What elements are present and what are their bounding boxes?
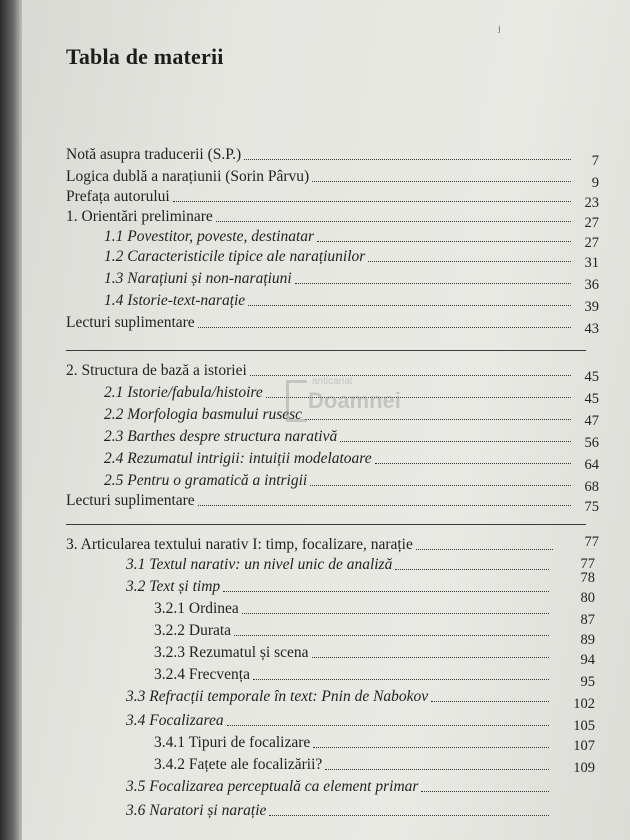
toc-entry bbox=[104, 290, 599, 315]
toc-entry-title: Lecturi suplimentare bbox=[66, 314, 195, 331]
dot-leader bbox=[325, 769, 549, 770]
toc-entry-title: 2.1 Istorie/fabula/histoire bbox=[104, 384, 263, 401]
dot-leader bbox=[198, 327, 571, 328]
toc-entry-page: 23 bbox=[584, 195, 599, 211]
toc-entry-page: 45 bbox=[584, 391, 599, 407]
dot-leader bbox=[340, 441, 571, 442]
dot-leader bbox=[295, 283, 571, 284]
dot-leader bbox=[395, 569, 549, 570]
toc-entry-title: 3.6 Naratori și narație bbox=[126, 802, 267, 819]
toc-entry-page: 95 bbox=[580, 674, 595, 690]
toc-entry bbox=[66, 490, 599, 515]
toc-entry-page: 87 bbox=[580, 612, 595, 628]
toc-entry-page: 89 bbox=[580, 632, 595, 648]
toc-entry-page: 7 bbox=[591, 153, 599, 169]
toc-entry-title: 2.5 Pentru o gramatică a intrigii bbox=[104, 472, 308, 489]
dot-leader bbox=[269, 815, 549, 816]
dot-leader bbox=[234, 635, 549, 636]
toc-entry-page: 9 bbox=[591, 175, 599, 191]
toc-entry-page: 64 bbox=[584, 457, 599, 473]
dot-leader bbox=[416, 549, 553, 550]
toc-entry-page: 45 bbox=[584, 369, 599, 385]
toc-entry-title: 2. Structura de bază a istoriei bbox=[66, 362, 247, 379]
toc-entry-title: 1.2 Caracteristicile tipice ale narațiunilor bbox=[104, 248, 366, 265]
dot-leader bbox=[368, 261, 571, 262]
dot-leader bbox=[244, 159, 571, 160]
toc-entry-page: 27 bbox=[584, 215, 599, 231]
toc-entry-page: 43 bbox=[584, 321, 599, 337]
toc-entry-title: 2.3 Barthes despre structura narativă bbox=[104, 428, 338, 445]
watermark bbox=[286, 376, 401, 422]
book-spine-shadow bbox=[0, 0, 22, 840]
toc-entry-title: 3.3 Refracții temporale în text: Pnin de Nabokov bbox=[126, 688, 429, 705]
toc-entry-title: 3. Articularea textului narativ I: timp, focalizare, narație bbox=[66, 536, 413, 553]
watermark-main-text: Doamnei bbox=[308, 388, 401, 413]
toc-entry bbox=[154, 590, 595, 618]
toc-entry-page: 107 bbox=[573, 738, 595, 754]
toc-entry bbox=[66, 186, 599, 211]
toc-entry-page: 27 bbox=[584, 235, 599, 251]
toc-entry-title: 3.2.1 Ordinea bbox=[154, 600, 239, 617]
toc-entry-title: Prefața autorului bbox=[66, 188, 170, 205]
section-divider bbox=[66, 350, 586, 351]
toc-entry-page: 68 bbox=[584, 479, 599, 495]
toc-entry-title: 3.2.3 Rezumatul și scena bbox=[154, 644, 309, 661]
toc-entry-title: 3.5 Focalizarea perceptuală ca element primar bbox=[126, 778, 419, 795]
toc-entry bbox=[104, 426, 599, 451]
toc-entry-page: 47 bbox=[584, 413, 599, 429]
toc-entry-page: 94 bbox=[580, 652, 595, 668]
toc-entry-title: 3.4 Focalizarea bbox=[126, 712, 224, 729]
toc-entry-page: 105 bbox=[573, 718, 595, 734]
dot-leader bbox=[317, 241, 571, 242]
toc-entry bbox=[126, 570, 595, 596]
toc-entry-page: 78 bbox=[580, 570, 595, 586]
toc-entry bbox=[66, 166, 599, 191]
dot-leader bbox=[198, 505, 571, 506]
toc-entry-title: 1.4 Istorie-text-narație bbox=[104, 292, 246, 309]
dot-leader bbox=[227, 725, 549, 726]
dot-leader bbox=[312, 181, 571, 182]
toc-entry-title: 3.4.1 Tipuri de focalizare bbox=[154, 734, 311, 751]
toc-entry-page: 36 bbox=[584, 277, 599, 293]
toc-entry-page: 109 bbox=[573, 760, 595, 776]
dot-leader bbox=[375, 463, 571, 464]
toc-entry bbox=[66, 144, 599, 169]
dot-leader bbox=[248, 305, 571, 306]
toc-entry-page: 102 bbox=[573, 696, 595, 712]
toc-entry-title: 2.2 Morfologia basmului rusesc bbox=[104, 406, 303, 423]
dot-leader bbox=[313, 747, 549, 748]
toc-entry bbox=[66, 312, 599, 337]
toc-entry bbox=[104, 268, 599, 293]
dot-leader bbox=[173, 201, 571, 202]
toc-entry-title: Logica dublă a narațiunii (Sorin Pârvu) bbox=[66, 168, 310, 185]
toc-entry bbox=[104, 246, 599, 271]
toc-entry-title: Notă asupra traducerii (S.P.) bbox=[66, 146, 242, 163]
toc-entry-title: 3.2.4 Frecvența bbox=[154, 666, 250, 683]
toc-entry-title: 1.3 Narațiuni și non-narațiuni bbox=[104, 270, 292, 287]
dot-leader bbox=[216, 221, 571, 222]
toc-entry-page: 56 bbox=[584, 435, 599, 451]
toc-entry-page: 77 bbox=[580, 556, 595, 572]
watermark-top-text: anticariat bbox=[312, 376, 353, 387]
page-title: Tabla de materii bbox=[66, 44, 224, 69]
toc-entry-title: Lecturi suplimentare bbox=[66, 492, 195, 509]
toc-entry-page: 31 bbox=[584, 255, 599, 271]
toc-entry bbox=[66, 206, 599, 231]
toc-entry-page: 80 bbox=[580, 590, 595, 606]
book-page bbox=[22, 0, 630, 840]
dot-leader bbox=[312, 657, 549, 658]
dot-leader bbox=[421, 791, 549, 792]
page-mark: ʲ bbox=[498, 24, 501, 39]
toc-entry-title: 3.1 Textul narativ: un nivel unic de analiză bbox=[126, 556, 393, 573]
dot-leader bbox=[253, 679, 549, 680]
dot-leader bbox=[223, 591, 549, 592]
toc-entry-page: 39 bbox=[584, 299, 599, 315]
toc-entry-title: 3.2.2 Durata bbox=[154, 622, 232, 639]
toc-entry bbox=[104, 448, 599, 473]
toc-entry-page: 75 bbox=[584, 499, 599, 515]
toc-entry bbox=[66, 534, 599, 554]
toc-entry bbox=[126, 554, 595, 574]
toc-entry-title: 2.4 Rezumatul intrigii: intuiții modelatoare bbox=[104, 450, 372, 467]
toc-entry bbox=[104, 226, 599, 251]
section-divider bbox=[66, 524, 586, 525]
dot-leader bbox=[431, 701, 549, 702]
toc-entry-title: 3.4.2 Fațete ale focalizării? bbox=[154, 756, 323, 773]
dot-leader bbox=[242, 613, 549, 614]
toc-entry-title: 1. Orientări preliminare bbox=[66, 208, 213, 225]
toc-entry-title: 1.1 Povestitor, poveste, destinatar bbox=[104, 228, 315, 245]
watermark-bracket bbox=[286, 380, 307, 422]
toc-entry-page: 77 bbox=[584, 534, 599, 550]
toc-entry bbox=[104, 470, 599, 495]
toc-entry-title: 3.2 Text și timp bbox=[126, 578, 221, 595]
toc-entry bbox=[126, 800, 549, 820]
dot-leader bbox=[310, 485, 571, 486]
